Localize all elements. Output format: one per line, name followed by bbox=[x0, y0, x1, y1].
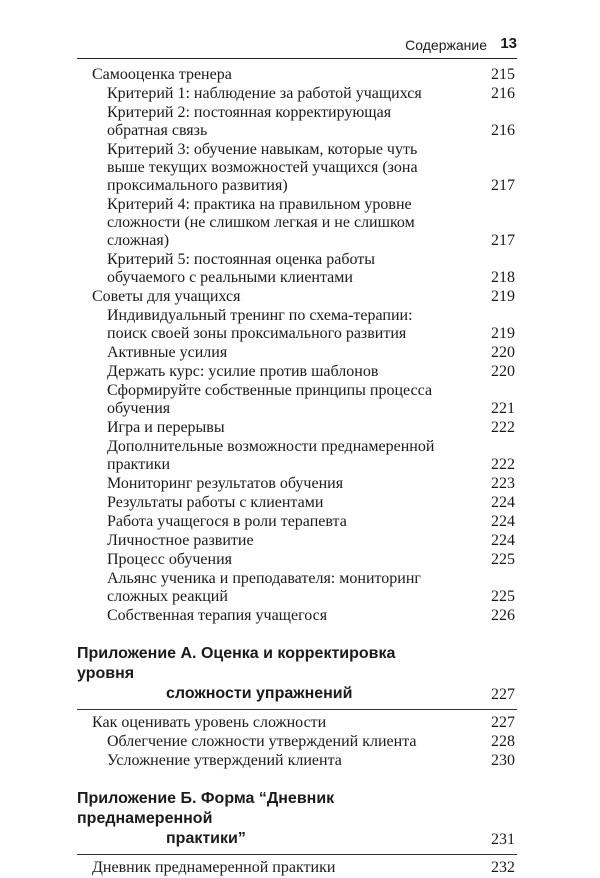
appendix-block bbox=[77, 644, 517, 770]
toc-entry-page: 216 bbox=[491, 85, 515, 102]
toc-entry-text: Активные усилия bbox=[107, 344, 228, 361]
toc-entry-text: Индивидуальный тренинг по схема-терапии: поиск своей зоны проксимального развития bbox=[107, 307, 413, 342]
toc-entry-text: Как оценивать уровень сложности bbox=[92, 714, 327, 731]
appendix-rule bbox=[77, 854, 517, 855]
toc-entry-text: Критерий 5: постоянная оценка работы обучаемого с реальными клиентами bbox=[107, 251, 376, 286]
toc-entry[interactable] bbox=[77, 419, 517, 437]
toc-entry-page: 232 bbox=[491, 859, 515, 876]
toc-entry-text: Личностное развитие bbox=[107, 532, 254, 549]
toc-entry-page: 225 bbox=[491, 588, 515, 605]
toc-entry-text: Собственная терапия учащегося bbox=[107, 607, 328, 624]
toc-entry-page: 230 bbox=[491, 752, 515, 769]
toc-entry[interactable] bbox=[77, 607, 517, 625]
toc-entry-page: 226 bbox=[491, 607, 515, 624]
toc-entry[interactable] bbox=[77, 66, 517, 84]
toc-entry-text: Сформируйте собственные принципы процесса обучения bbox=[107, 382, 433, 417]
appendix-heading[interactable] bbox=[77, 644, 517, 704]
toc-entry-page: 219 bbox=[491, 325, 515, 342]
toc-entry-text: Критерий 3: обучение навыкам, которые чуть выше текущих возможностей учащихся (зона проксимального развития) bbox=[107, 141, 418, 194]
toc-appendices bbox=[77, 644, 517, 877]
toc-entry-text: Дневник преднамеренной практики bbox=[92, 859, 336, 876]
toc-entry-text: Мониторинг результатов обучения bbox=[107, 475, 344, 492]
toc-entry[interactable] bbox=[77, 288, 517, 306]
appendix-title bbox=[77, 644, 517, 704]
toc-entry[interactable] bbox=[77, 141, 517, 195]
header-rule bbox=[77, 58, 517, 59]
toc-entry[interactable] bbox=[77, 859, 517, 877]
running-head bbox=[77, 33, 517, 57]
toc-entry-page: 221 bbox=[491, 400, 515, 417]
toc-entry-text: Альянс ученика и преподавателя: мониторинг сложных реакций bbox=[107, 570, 421, 605]
toc-entry[interactable] bbox=[77, 513, 517, 531]
table-of-contents bbox=[77, 66, 517, 878]
appendix-page: 227 bbox=[491, 686, 515, 703]
toc-entry[interactable] bbox=[77, 494, 517, 512]
toc-entry-page: 218 bbox=[491, 269, 515, 286]
toc-entry[interactable] bbox=[77, 570, 517, 606]
appendix-rule bbox=[77, 709, 517, 710]
toc-entry-text: Самооценка тренера bbox=[92, 66, 232, 83]
toc-entry[interactable] bbox=[77, 85, 517, 103]
toc-entry-page: 217 bbox=[491, 232, 515, 249]
toc-entry-page: 215 bbox=[491, 66, 515, 83]
appendix-page: 231 bbox=[491, 831, 515, 848]
running-head-title: Содержание bbox=[405, 37, 487, 53]
toc-entry-text: Дополнительные возможности преднамеренной практики bbox=[107, 438, 435, 473]
toc-entry[interactable] bbox=[77, 752, 517, 770]
toc-entry-page: 227 bbox=[491, 714, 515, 731]
toc-entry-page: 224 bbox=[491, 513, 515, 530]
toc-entry-text: Работа учащегося в роли терапевта bbox=[107, 513, 347, 530]
toc-entry-page: 228 bbox=[491, 733, 515, 750]
toc-entry[interactable] bbox=[77, 438, 517, 474]
appendix-title-line2: практики” bbox=[166, 830, 246, 847]
appendix-block bbox=[77, 789, 517, 877]
toc-entry[interactable] bbox=[77, 475, 517, 493]
toc-entry-text: Критерий 1: наблюдение за работой учащихся bbox=[107, 85, 422, 102]
toc-entry[interactable] bbox=[77, 363, 517, 381]
appendix-title-line1: Приложение А. Оценка и корректировка уровня bbox=[77, 645, 396, 682]
toc-entry-page: 222 bbox=[491, 419, 515, 436]
page-number: 13 bbox=[500, 35, 517, 52]
toc-main-section bbox=[77, 66, 517, 625]
toc-entry[interactable] bbox=[77, 714, 517, 732]
toc-entry[interactable] bbox=[77, 307, 517, 343]
appendix-title bbox=[77, 789, 517, 849]
toc-entry-page: 220 bbox=[491, 344, 515, 361]
appendix-title-line2: сложности упражнений bbox=[166, 685, 353, 702]
toc-entry[interactable] bbox=[77, 551, 517, 569]
toc-entry-page: 217 bbox=[491, 177, 515, 194]
toc-entry[interactable] bbox=[77, 382, 517, 418]
toc-entry[interactable] bbox=[77, 344, 517, 362]
toc-entry[interactable] bbox=[77, 532, 517, 550]
toc-entry-text: Советы для учащихся bbox=[92, 288, 241, 305]
toc-entry-text: Критерий 4: практика на правильном уровне сложности (не слишком легкая и не слишком сложная) bbox=[107, 196, 415, 249]
toc-entry-page: 219 bbox=[491, 288, 515, 305]
toc-entry-text: Усложнение утверждений клиента bbox=[107, 752, 342, 769]
toc-entry-text: Игра и перерывы bbox=[107, 419, 225, 436]
toc-entry[interactable] bbox=[77, 733, 517, 751]
toc-entry-page: 222 bbox=[491, 456, 515, 473]
toc-entry-page: 225 bbox=[491, 551, 515, 568]
toc-entry-text: Критерий 2: постоянная корректирующая обратная связь bbox=[107, 104, 392, 139]
toc-entry-text: Результаты работы с клиентами bbox=[107, 494, 324, 511]
appendix-title-line1: Приложение Б. Форма “Дневник преднамеренной bbox=[77, 790, 335, 827]
toc-entry-text: Процесс обучения bbox=[107, 551, 232, 568]
toc-entry-page: 224 bbox=[491, 494, 515, 511]
toc-entry-page: 220 bbox=[491, 363, 515, 380]
toc-entry-text: Держать курс: усилие против шаблонов bbox=[107, 363, 379, 380]
appendix-heading[interactable] bbox=[77, 789, 517, 849]
toc-entry[interactable] bbox=[77, 104, 517, 140]
toc-entry-page: 216 bbox=[491, 122, 515, 139]
toc-entry[interactable] bbox=[77, 196, 517, 250]
toc-entry-page: 224 bbox=[491, 532, 515, 549]
toc-entry[interactable] bbox=[77, 251, 517, 287]
toc-entry-text: Облегчение сложности утверждений клиента bbox=[107, 733, 417, 750]
toc-entry-page: 223 bbox=[491, 475, 515, 492]
